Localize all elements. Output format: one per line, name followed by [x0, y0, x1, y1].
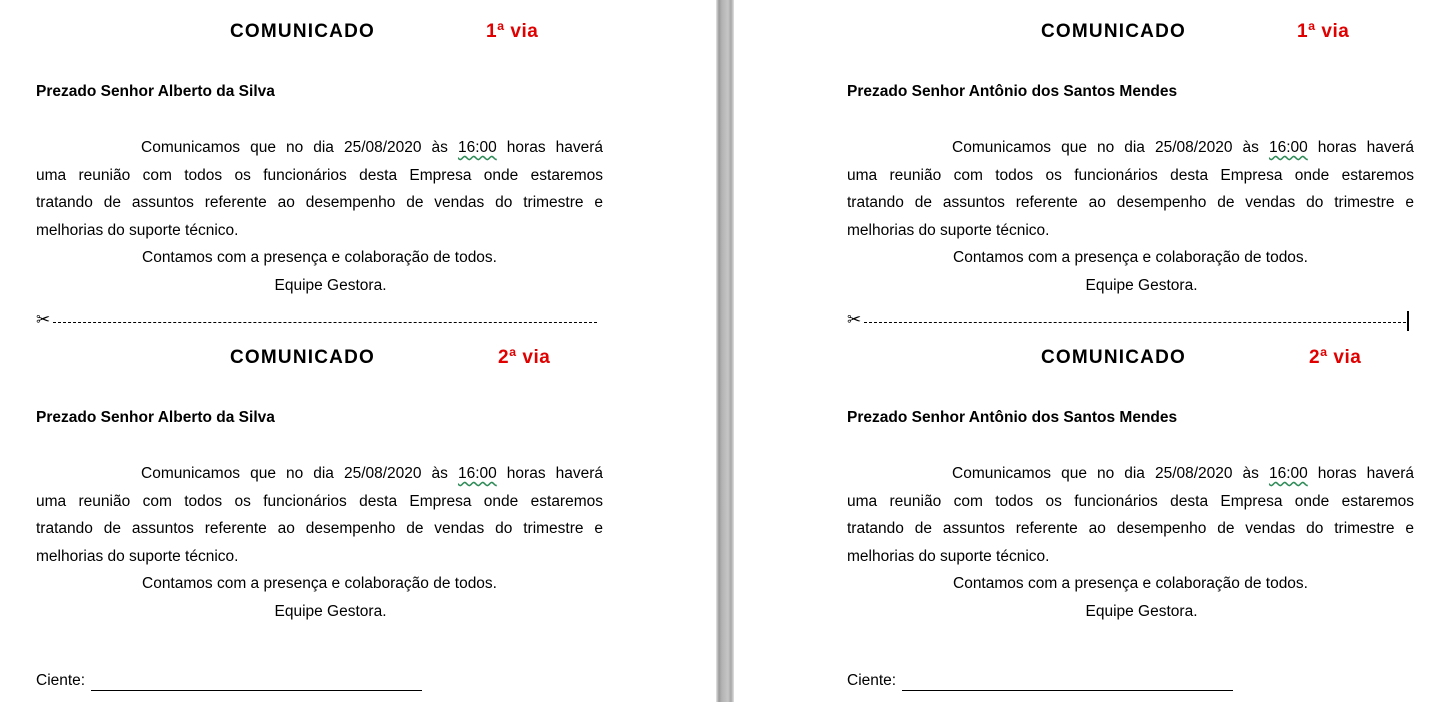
greeting: Prezado Senhor Antônio dos Santos Mendes — [847, 409, 1178, 426]
body-line-1: Comunicamos que no dia 25/08/2020 às 16:00 horas haverá — [141, 139, 603, 156]
body-line-3: tratando de assuntos referente ao desempenho de vendas do trimestre e — [847, 520, 1414, 537]
body-line-1: Comunicamos que no dia 25/08/2020 às 16:00 horas haverá — [952, 465, 1414, 482]
meeting-time: 16:00 — [1268, 139, 1308, 156]
copy-label-second: 2ª via — [498, 347, 551, 368]
cut-line — [53, 322, 597, 323]
body-line-2: uma reunião com todos os funcionários desta Empresa onde estaremos — [847, 167, 1414, 184]
body-line-4: melhorias do suporte técnico. — [847, 222, 1050, 239]
ciente-label: Ciente: — [847, 672, 897, 689]
greeting: Prezado Senhor Antônio dos Santos Mendes — [847, 83, 1178, 100]
closing-line: Contamos com a presença e colaboração de todos. — [953, 249, 1308, 266]
meeting-time: 16:00 — [457, 465, 497, 482]
notice-title: COMUNICADO — [1041, 347, 1186, 368]
closing-line: Contamos com a presença e colaboração de todos. — [142, 575, 497, 592]
scissors-icon: ✂ — [36, 310, 51, 329]
signature-line: Equipe Gestora. — [274, 277, 387, 294]
greeting: Prezado Senhor Alberto da Silva — [36, 83, 275, 100]
body-line-3: tratando de assuntos referente ao desempenho de vendas do trimestre e — [36, 194, 603, 211]
greeting: Prezado Senhor Alberto da Silva — [36, 409, 275, 426]
body-line-2: uma reunião com todos os funcionários desta Empresa onde estaremos — [36, 167, 603, 184]
signature-line: Equipe Gestora. — [1085, 277, 1198, 294]
scissors-icon: ✂ — [847, 310, 862, 329]
copy-label-second: 2ª via — [1309, 347, 1362, 368]
closing-line: Contamos com a presença e colaboração de todos. — [953, 575, 1308, 592]
signature-line: Equipe Gestora. — [274, 603, 387, 620]
meeting-time: 16:00 — [1268, 465, 1308, 482]
notice-title: COMUNICADO — [1041, 21, 1186, 42]
signature-field-line[interactable] — [91, 690, 422, 691]
signature-field-line[interactable] — [902, 690, 1233, 691]
body-line-4: melhorias do suporte técnico. — [847, 548, 1050, 565]
page-gutter — [716, 0, 734, 702]
copy-label-first: 1ª via — [486, 21, 539, 42]
body-line-4: melhorias do suporte técnico. — [36, 222, 239, 239]
notice-title: COMUNICADO — [230, 347, 375, 368]
body-line-3: tratando de assuntos referente ao desempenho de vendas do trimestre e — [847, 194, 1414, 211]
document-page-left[interactable] — [0, 0, 716, 702]
body-line-1: Comunicamos que no dia 25/08/2020 às 16:00 horas haverá — [141, 465, 603, 482]
copy-label-first: 1ª via — [1297, 21, 1350, 42]
closing-line: Contamos com a presença e colaboração de todos. — [142, 249, 497, 266]
notice-title: COMUNICADO — [230, 21, 375, 42]
text-cursor — [1407, 311, 1409, 331]
ciente-label: Ciente: — [36, 672, 86, 689]
body-line-4: melhorias do suporte técnico. — [36, 548, 239, 565]
meeting-time: 16:00 — [457, 139, 497, 156]
body-line-1: Comunicamos que no dia 25/08/2020 às 16:00 horas haverá — [952, 139, 1414, 156]
signature-line: Equipe Gestora. — [1085, 603, 1198, 620]
body-line-2: uma reunião com todos os funcionários desta Empresa onde estaremos — [847, 493, 1414, 510]
cut-line — [864, 322, 1406, 323]
body-line-2: uma reunião com todos os funcionários desta Empresa onde estaremos — [36, 493, 603, 510]
document-page-right[interactable] — [734, 0, 1449, 702]
body-line-3: tratando de assuntos referente ao desempenho de vendas do trimestre e — [36, 520, 603, 537]
